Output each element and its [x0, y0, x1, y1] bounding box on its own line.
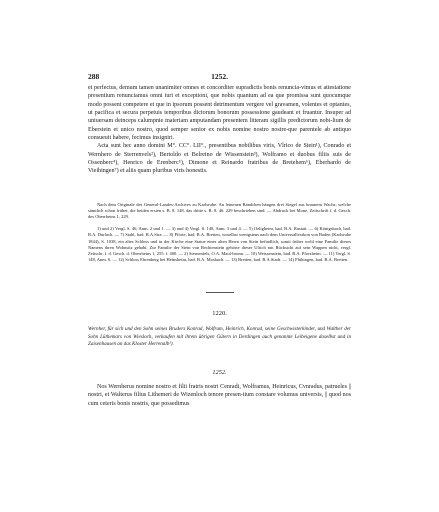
charter-text-start: Nos Wernherus nomine nostro et filii fratris nostri Cenradi, Wolframus, Heinricus, Cvnradus, patrueles || nostri, et Walterus filius Lithemeri de Wizenloch tenore presen-tium constare volumus universis, || quod nos cum ceteris bonis nostris, que possedimus	[88, 384, 351, 407]
document-number: 1220.	[212, 310, 227, 317]
witness-paragraph: Acta sunt hec anno domini M°. CC°. LII°., presentibus nobilibus viris, Vlrico de Stein¹), Conrado et Wernhero de Sterrenvels²), Bertoldo et Belreino de Wissenstein³), Wolframo et duobus filiis suis de Ossenberc⁴), Henrico de Erenberc⁵), Dimone et Reinardo fratribus de Bretehem⁶), Eberhardo de Vieihingen⁷) et aliis quam pluribus viris honestis.	[88, 143, 351, 175]
running-header	[88, 72, 351, 84]
charter-paragraph: et perfectus, demum tamen unanimiter omnes et concorditer supradictis bonis renuncia-vimus et attestatione presentium renunciamus omni iuri et exceptioni, que nobis quantum ad ea que promissa sunt quocumque modo possent competere et que in ipsorum possent detrimentum vergere vel gravamen, volentes et optantes, ut pacifica et secura perpetuis temporibus dictorum bonorum possessione gaudeant et fruantur. Insuper ad uniuersam deinceps calumpnie materiam amputandam presentem litteram sigillis predictorum nobi-lium de Eberstein et unico nostro, quod semper senior ex nobis nomine nostro nostre-que parentele ab antiquo consueuit habere, fecimus insigniri.	[88, 85, 351, 142]
regest-summary: Wernher, für sich und den Sohn seines Bruders Konrad, Wolfram, Heinrich, Konrad, seine Geschwisterkinder, und Walther der Sohn Lüthemars von Wiesloch, verkaufen mit ihrem übrigen Gütern in Derdingen auch genannte Leibeigene daselbst und in Zaisenhausen an das Kloster Herrenalb¹).	[88, 326, 351, 348]
page-number: 288	[88, 72, 100, 81]
document-date: 1252.	[212, 369, 227, 376]
header-year: 1252.	[211, 72, 228, 81]
footnotes: 1) und 2) Vergl. S. 46, Anm. 2 und 1. — 3) und 4) Vergl. S. 148, Anm. 3 und 4. — 5) Oeligheim, bad. B.A. Rastatt. — 6) Königsbach, bad. B.A. Durlach. — 7) Stahl, bad. B.A.Stra. — 8) Pförte, bad. B.A. Bretten, woselbst wenigstens nach dem Universallexikon von Baden (Karlsruhe 1844), S. 1038, ein altes Schloss und in der Kirche eine Statue eines alten Herrn von Stein befindlich, somit früher wohl eine Familie dieses Namens ihren Wohnsitz gehabt. Zur Familie der Stein von Rechtenstein gehörte dieser Ulrich mit Rücksicht auf sein Wappen nicht, vergl. Zeitschr. f. d. Gesch. d. Oberrheins 1, 255. f. 400. — 2) Sternenfels, O.A. Maul-bronn. — 10) Weissenstein, bad. B.A. Pforzheim. — 11) Vergl. S. 148, Anm. 6. — 12) Schloss Ehrenberg bei Heinsheim, bad. B.A. Mosbach. — 13) Bretten, bad. B.A.Stadt. — 14) Fhihingen, bad. B.A. Bretten.	[88, 226, 351, 263]
charter-text	[88, 84, 351, 176]
section-divider	[206, 292, 234, 293]
source-note: Nach dem Originale des General-Landes-Archives zu Karlsruhe. An leinenen Bändchen hängen drei Siegel aus braunem Wachs, welche sämtlich schon früher, die beiden ersten s. B. 8. 148, das dritte s. B. 8. 46. 229 beschrieben sind. — Abdruck bei Mone, Zeitschrift f. d. Gesch. des Oberrheins 1, 229.	[88, 202, 351, 220]
